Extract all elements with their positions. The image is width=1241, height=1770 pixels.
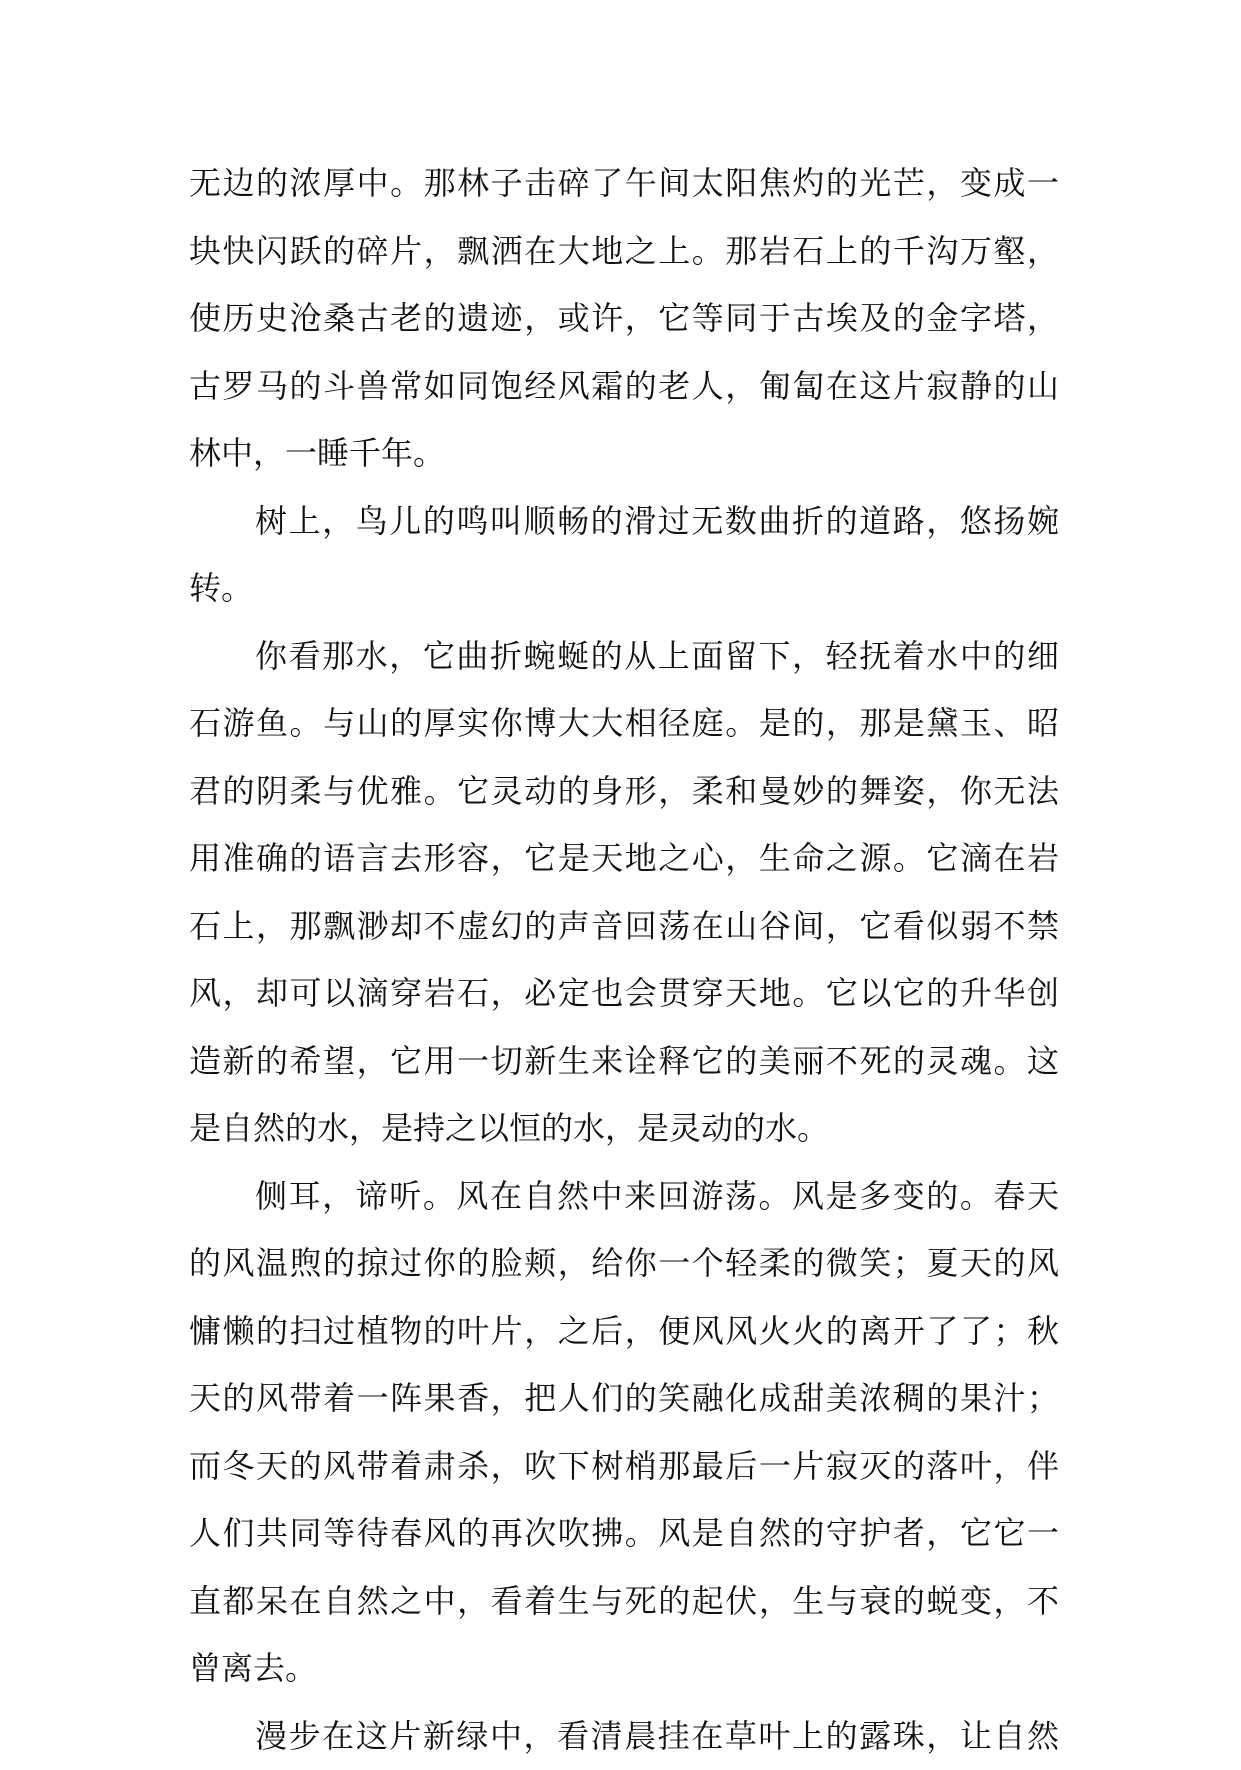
text-line: 曾离去。 — [189, 1635, 1059, 1703]
text-line: 的风温煦的掠过你的脸颊，给你一个轻柔的微笑；夏天的风 — [189, 1230, 1059, 1298]
text-line: 直都呆在自然之中，看着生与死的起伏，生与衰的蜕变，不 — [189, 1568, 1059, 1636]
text-line: 漫步在这片新绿中，看清晨挂在草叶上的露珠，让自然 — [189, 1703, 1059, 1770]
text-line: 是自然的水，是持之以恒的水，是灵动的水。 — [189, 1095, 1059, 1163]
text-line: 而冬天的风带着肃杀，吹下树梢那最后一片寂灭的落叶，伴 — [189, 1433, 1059, 1501]
text-line: 天的风带着一阵果香，把人们的笑融化成甜美浓稠的果汁； — [189, 1365, 1059, 1433]
text-line: 你看那水，它曲折蜿蜒的从上面留下，轻抚着水中的细 — [189, 623, 1059, 691]
text-line: 林中，一睡千年。 — [189, 420, 1059, 488]
text-line: 风，却可以滴穿岩石，必定也会贯穿天地。它以它的升华创 — [189, 960, 1059, 1028]
text-line: 块快闪跃的碎片，飘洒在大地之上。那岩石上的千沟万壑， — [189, 218, 1059, 286]
document-body — [189, 150, 1059, 1770]
text-line: 侧耳，谛听。风在自然中来回游荡。风是多变的。春天 — [189, 1163, 1059, 1231]
text-line: 树上，鸟儿的鸣叫顺畅的滑过无数曲折的道路，悠扬婉 — [189, 488, 1059, 556]
text-line: 石游鱼。与山的厚实你博大大相径庭。是的，那是黛玉、昭 — [189, 690, 1059, 758]
text-line: 君的阴柔与优雅。它灵动的身形，柔和曼妙的舞姿，你无法 — [189, 758, 1059, 826]
text-line: 造新的希望，它用一切新生来诠释它的美丽不死的灵魂。这 — [189, 1028, 1059, 1096]
text-line: 使历史沧桑古老的遗迹，或许，它等同于古埃及的金字塔， — [189, 285, 1059, 353]
text-line: 人们共同等待春风的再次吹拂。风是自然的守护者，它它一 — [189, 1500, 1059, 1568]
text-line: 用准确的语言去形容，它是天地之心，生命之源。它滴在岩 — [189, 825, 1059, 893]
text-line: 无边的浓厚中。那林子击碎了午间太阳焦灼的光芒，变成一 — [189, 150, 1059, 218]
text-line: 古罗马的斗兽常如同饱经风霜的老人，匍匐在这片寂静的山 — [189, 353, 1059, 421]
text-line: 慵懒的扫过植物的叶片，之后，便风风火火的离开了了；秋 — [189, 1298, 1059, 1366]
text-line: 石上，那飘渺却不虚幻的声音回荡在山谷间，它看似弱不禁 — [189, 893, 1059, 961]
text-line: 转。 — [189, 555, 1059, 623]
